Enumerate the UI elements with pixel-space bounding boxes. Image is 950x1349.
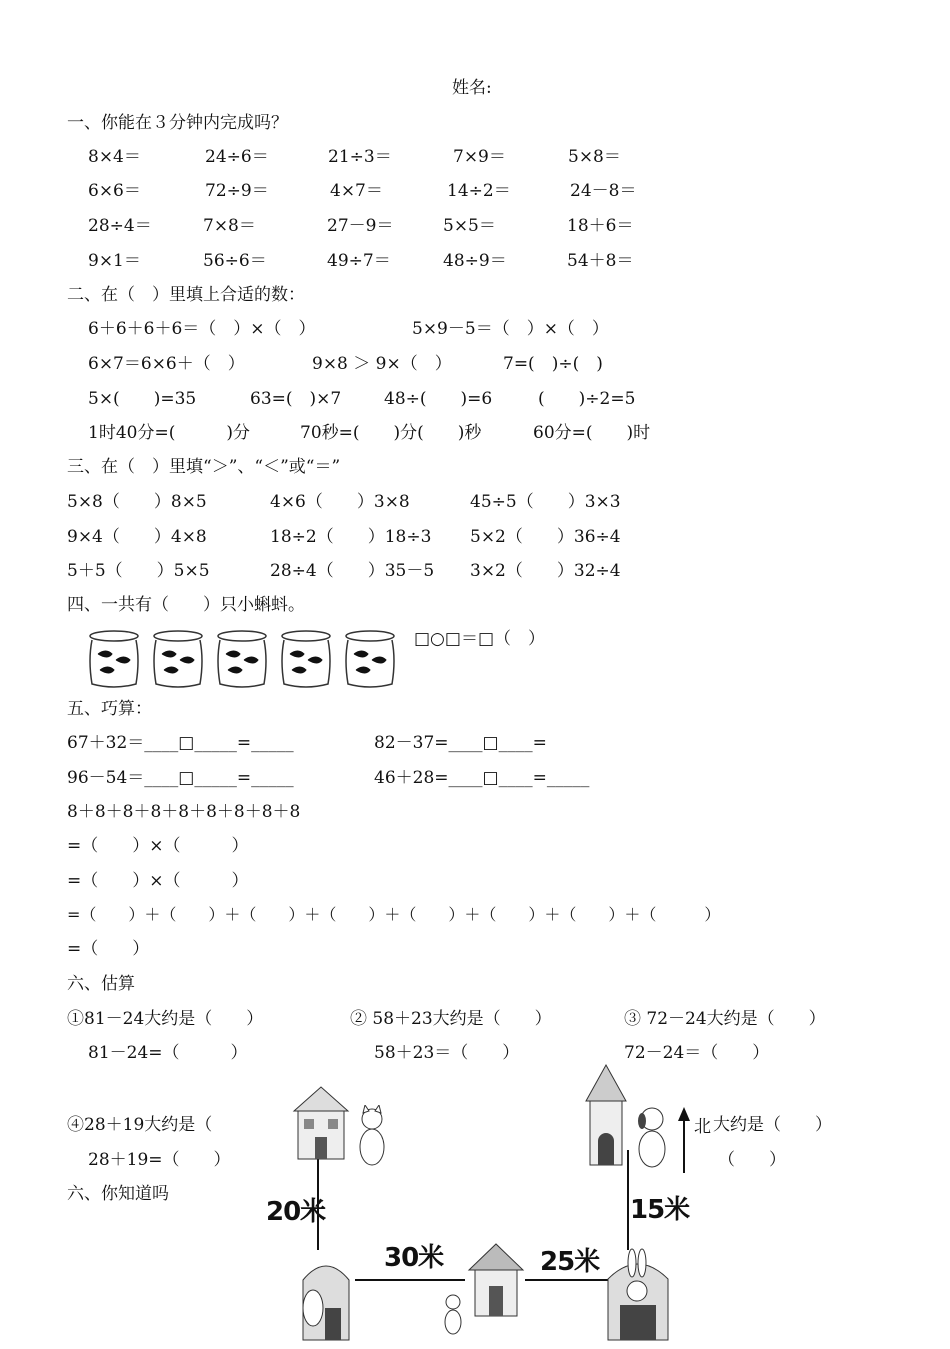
chain-line: =（ ）×（ ）	[67, 871, 249, 891]
compare-item: 5×8（ ）8×5	[67, 492, 207, 512]
distance-label: 20米	[266, 1197, 326, 1227]
fill-blank: 6×7＝6×6＋（ ）	[88, 354, 245, 374]
problem: 6×6＝	[88, 181, 141, 201]
problem: 4×7＝	[330, 181, 383, 201]
fill-blank: 9×8 ＞ 9×（ ）	[312, 354, 452, 374]
estimate-item: ①81－24大约是（ ）	[67, 1009, 264, 1029]
chain-line: =（ ）	[67, 939, 150, 959]
estimate-item: ④28＋19大约是（	[67, 1115, 247, 1135]
chain-line: =（ ）＋（ ）＋（ ）＋（ ）＋（ ）＋（ ）＋（ ）＋（ ）	[67, 905, 721, 924]
north-label: 北	[694, 1117, 711, 1137]
smart-calc: 67＋32＝____□_____=_____	[67, 733, 294, 753]
problem: 5×5＝	[443, 216, 496, 236]
problem: 7×9＝	[453, 147, 506, 167]
estimate-extra: 大约是（ ）	[713, 1115, 832, 1135]
rabbit-house-icon	[602, 1245, 674, 1344]
fill-blank: 5×( )=35	[88, 389, 197, 409]
problem: 9×1＝	[88, 251, 141, 271]
estimate-item: 58＋23＝（ ）	[374, 1043, 520, 1063]
chain-line: 8＋8＋8＋8＋8＋8＋8＋8＋8	[67, 802, 301, 822]
problem: 5×8＝	[568, 147, 621, 167]
problem: 14÷2＝	[447, 181, 511, 201]
house-icon	[290, 1085, 352, 1163]
fill-blank: 6＋6＋6＋6＝（ ）×（ ）	[88, 319, 316, 339]
tadpole-jar-icon	[214, 630, 270, 690]
compare-item: 28÷4（ ）35－5	[270, 561, 435, 581]
section-1-heading: 一、你能在３分钟内完成吗？	[67, 113, 288, 133]
section-2-heading: 二、在（ ）里填上合适的数：	[67, 285, 305, 305]
page-title: 姓名:	[452, 78, 492, 98]
distance-label: 30米	[384, 1243, 444, 1273]
compare-item: 18÷2（ ）18÷3	[270, 527, 432, 547]
problem: 27－9＝	[327, 216, 394, 236]
estimate-item: ③ 72－24大约是（ ）	[624, 1009, 826, 1029]
tadpole-jar-icon	[278, 630, 334, 690]
smart-calc: 46＋28=____□____=_____	[374, 768, 590, 788]
distance-label: 15米	[630, 1195, 690, 1225]
doghouse-icon	[582, 1061, 630, 1169]
fill-blank: 1时40分=( )分	[88, 423, 250, 443]
section-6-heading: 六、估算	[67, 974, 135, 994]
compare-item: 5＋5（ ）5×5	[67, 561, 210, 581]
small-house-icon	[465, 1240, 527, 1320]
estimate-item: 81－24=（ ）	[88, 1043, 248, 1063]
compare-item: 9×4（ ）4×8	[67, 527, 207, 547]
problem: 49÷7＝	[327, 251, 391, 271]
tadpole-jar-icon	[342, 630, 398, 690]
mouse-icon	[440, 1292, 466, 1336]
compare-item: 45÷5（ ）3×3	[470, 492, 621, 512]
map-scene	[250, 1055, 910, 1344]
compare-item: 3×2（ ）32÷4	[470, 561, 621, 581]
problem: 18＋6＝	[567, 216, 634, 236]
cat-icon	[354, 1105, 390, 1167]
section-7-heading: 六、你知道吗	[67, 1184, 169, 1204]
squirrel-house-icon	[295, 1250, 357, 1344]
section-3-heading: 三、在（ ）里填“＞”、“＜”或“＝”	[67, 457, 341, 477]
problem: 56÷6＝	[203, 251, 267, 271]
smart-calc: 82－37=____□____=	[374, 733, 547, 753]
fill-blank: 63=( )×7	[250, 389, 342, 409]
problem: 21÷3＝	[328, 147, 392, 167]
fill-blank: 48÷( )=6	[384, 389, 493, 409]
estimate-item: 72－24＝（ ）	[624, 1043, 770, 1063]
fill-blank: 70秒=( )分( )秒	[300, 423, 482, 443]
estimate-item: ② 58＋23大约是（ ）	[350, 1009, 552, 1029]
problem: 48÷9＝	[443, 251, 507, 271]
problem: 7×8＝	[203, 216, 256, 236]
fill-blank: ( )÷2=5	[538, 389, 636, 409]
section-5-heading: 五、巧算：	[67, 699, 152, 719]
problem: 24÷6＝	[205, 147, 269, 167]
smart-calc: 96－54＝____□_____=_____	[67, 768, 294, 788]
estimate-item: 28＋19=（ ）	[88, 1150, 231, 1170]
problem: 28÷4＝	[88, 216, 152, 236]
tadpole-jar-icon	[150, 630, 206, 690]
compare-item: 5×2（ ）36÷4	[470, 527, 621, 547]
chain-line: =（ ）×（ ）	[67, 836, 249, 856]
tadpole-formula: □○□＝□（ ）	[414, 629, 546, 649]
fill-blank: 5×9－5＝（ ）×（ ）	[412, 319, 609, 339]
distance-label: 25米	[540, 1247, 600, 1277]
tadpole-jar-icon	[86, 630, 142, 690]
problem: 8×4＝	[88, 147, 141, 167]
problem: 72÷9＝	[205, 181, 269, 201]
section-4-heading: 四、一共有（ ）只小蝌蚪。	[67, 595, 305, 615]
problem: 24－8＝	[570, 181, 637, 201]
compare-item: 4×6（ ）3×8	[270, 492, 410, 512]
dog-icon	[632, 1105, 672, 1171]
fill-blank: 7=( )÷( )	[503, 354, 603, 374]
estimate-extra: （ ）	[718, 1150, 786, 1170]
problem: 54＋8＝	[567, 251, 634, 271]
fill-blank: 60分=( )时	[533, 423, 651, 443]
